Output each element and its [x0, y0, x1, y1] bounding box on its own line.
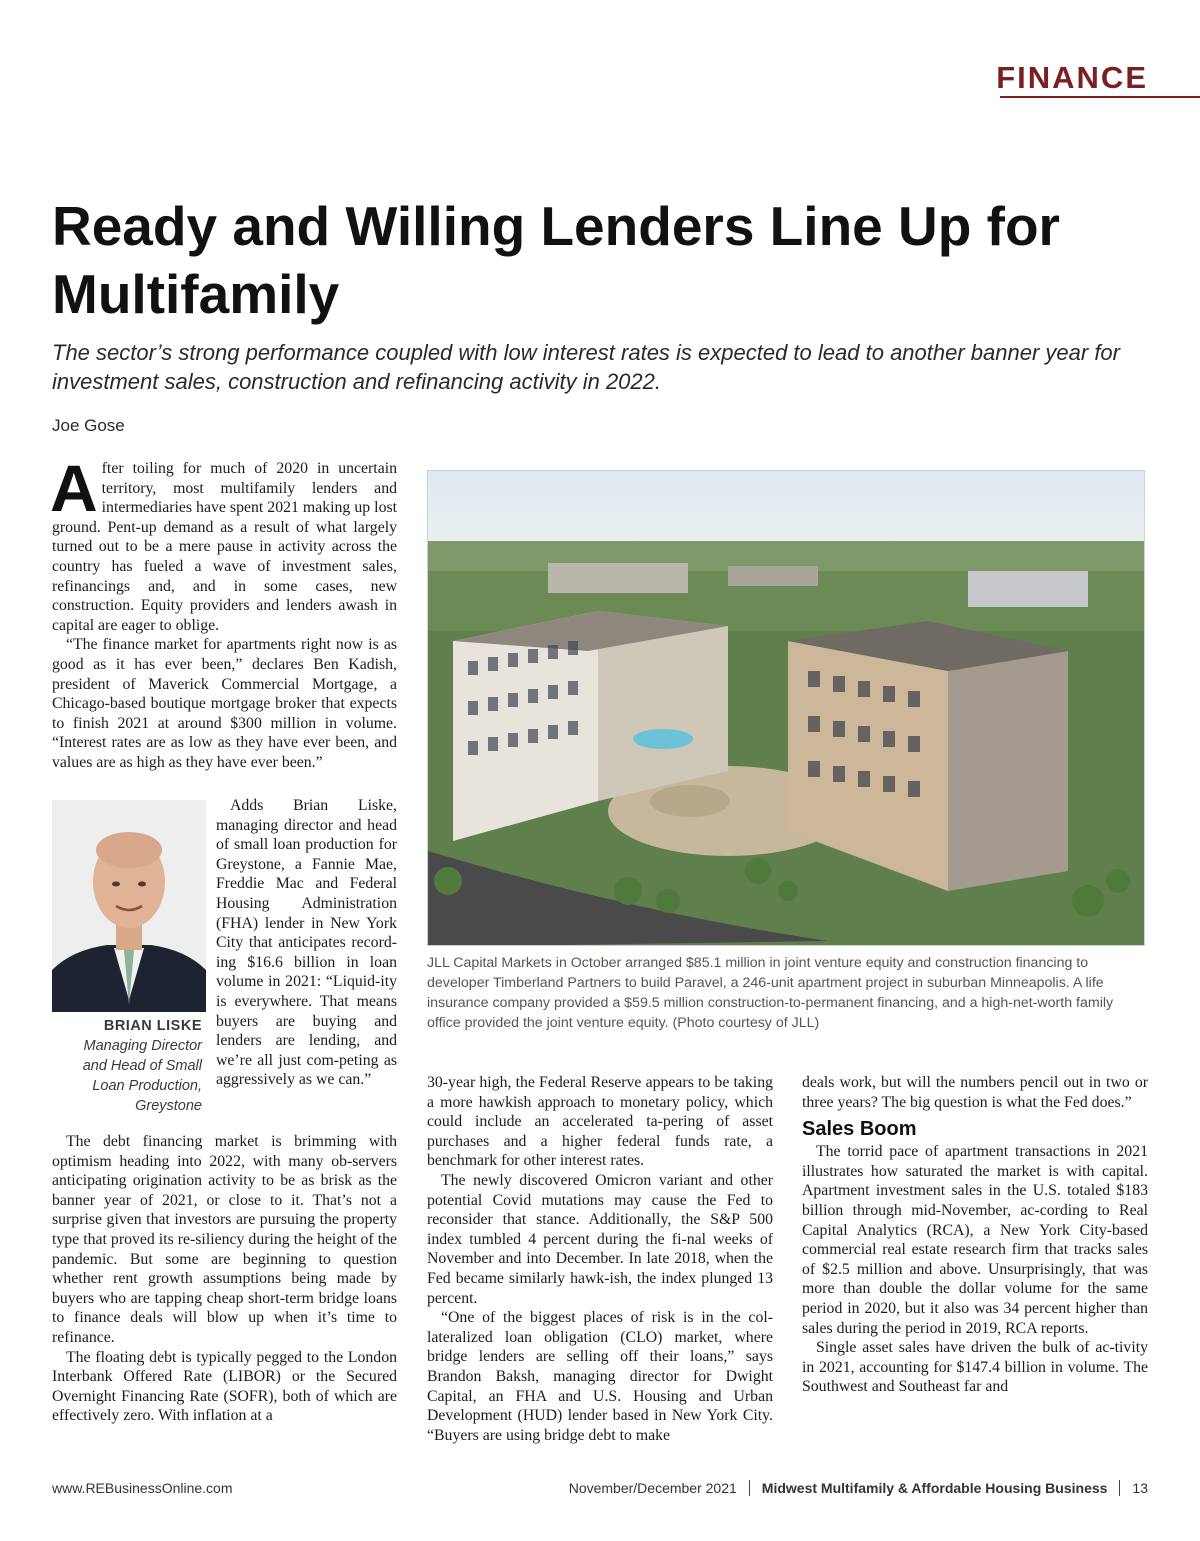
- drop-cap: A: [50, 451, 98, 525]
- byline: Joe Gose: [52, 416, 125, 435]
- section-rule: [1000, 96, 1200, 98]
- footer-issue: November/December 2021: [568, 1480, 737, 1496]
- section-label: FINANCE: [996, 60, 1148, 95]
- column-3: [802, 1073, 1148, 1397]
- page-footer: [52, 1476, 1148, 1500]
- article-paragraph: The floating debt is typically pegged to the London Interbank Offered Rate (LIBOR) or the Secured Overnight Financing Rate (SOFR), both of which are effectively zero. With inflation at a: [52, 1348, 397, 1425]
- page-number: 13: [1132, 1480, 1148, 1496]
- photo-caption: JLL Capital Markets in October arranged $85.1 million in joint venture equity and construction financing to developer Timberland Partners to build Paravel, a 246-unit apartment project in suburban Minneapolis. A life insurance company provided a $59.5 million construction-to-permanent financing, and a high-net-worth family office provided the joint venture equity. (Photo courtesy of JLL): [427, 955, 1114, 1031]
- footer-url[interactable]: www.REBusinessOnline.com: [52, 1480, 233, 1496]
- article-paragraph: 30-year high, the Federal Reserve appears to be taking a more hawkish approach to monetary policy, which could include an accelerated ta-pering of asset purchases and a higher federal funds rate, a benchmark for other interest rates.: [427, 1074, 773, 1170]
- headshot-name: BRIAN LISKE: [103, 1018, 202, 1034]
- article-headline: Ready and Willing Lenders Line Up for Multifamily: [52, 195, 1060, 325]
- headshot-title-line: Loan Production,: [92, 1078, 202, 1094]
- column-1-beside-photo: [216, 796, 397, 1090]
- article-paragraph: deals work, but will the numbers pencil out in two or three years? The big question is what the Fed does.”: [802, 1074, 1148, 1111]
- footer-divider: [749, 1480, 750, 1496]
- article-paragraph: After toiling for much of 2020 in uncertain territory, most multifamily lenders and intermediaries have spent 2021 making up lost ground. Pent-up demand as a result of what largely turned out to be a mere pause in activity across the country has fueled a wave of investment sales, refinancings and, and in some cases, new construction. Equity providers and lenders awash in capital are eager to oblige.: [50, 451, 397, 634]
- headshot-title-line: Managing Director: [83, 1038, 202, 1054]
- headshot-title-line: Greystone: [135, 1098, 202, 1114]
- article-paragraph: “The finance market for apartments right now is as good as it has ever been,” declares Ben Kadish, president of Maverick Commercial Mortgage, a Chicago-based boutique mortgage broker that expects to finish 2021 at around $300 million in volume. “Interest rates are as low as they have ever been, and values are as high as they have ever been.”: [52, 636, 397, 771]
- article-paragraph: “One of the biggest places of risk is in the col-lateralized loan obligation (CLO) market, where bridge lenders are selling off their loans,” says Brandon Baksh, managing director for Dwight Capital, an FHA and U.S. Housing and Urban Development (HUD) lender based in New York City. “Buyers are using bridge debt to make: [427, 1309, 773, 1444]
- headshot-title-line: and Head of Small: [82, 1058, 202, 1074]
- apartment-rendering-photo: [427, 470, 1145, 946]
- headshot-caption: [52, 1016, 202, 1116]
- column-1-bottom: [52, 1132, 397, 1426]
- footer-publication: Midwest Multifamily & Affordable Housing Business: [761, 1480, 1108, 1496]
- column-1-top: [50, 451, 397, 773]
- footer-divider: [1119, 1480, 1120, 1496]
- footer-issue-info: [569, 1480, 1148, 1496]
- subheading: Sales Boom: [802, 1118, 917, 1141]
- article-deck: The sector’s strong performance coupled with low interest rates is expected to lead to another banner year for investment sales, construction and refinancing activity in 2022.: [52, 340, 1120, 394]
- article-paragraph: The debt financing market is brimming with optimism heading into 2022, with many ob-servers anticipating origination activity to be as brisk as the banner year of 2021, or close to it. That’s not a surprise given that investors are pursuing the property type that proved its re-siliency during the height of the pandemic. But some are beginning to question whether rent growth assumptions being made by buyers who are tapping cheap short-term bridge loans to finance deals will blow up when it’s time to refinance.: [52, 1133, 397, 1346]
- article-paragraph: The newly discovered Omicron variant and other potential Covid mutations may cause the Fed to reconsider that stance. Additionally, the S&P 500 index tumbled 4 percent during the fi-nal weeks of November and into December. In late 2018, when the Fed became similarly hawk-ish, the index plunged 13 percent.: [427, 1171, 773, 1307]
- article-paragraph: Single asset sales have driven the bulk of ac-tivity in 2021, accounting for $147.4 billion in volume. The Southwest and Southeast far and: [802, 1339, 1148, 1396]
- column-2: [427, 1073, 773, 1445]
- headshot-photo: [52, 800, 206, 1012]
- article-paragraph: The torrid pace of apartment transactions in 2021 illustrates how saturated the market is with capital. Apartment investment sales in the U.S. totaled $183 billion through mid-November, ac-cording to Real Capital Analytics (RCA), a New York City-based commercial real estate research firm that tracks sales of $2.5 million and above. Unsurprisingly, that was more than double the dollar volume for the same period in 2020, but it also was 34 percent higher than sales during the period in 2019, RCA reports.: [802, 1143, 1148, 1337]
- article-paragraph: Adds Brian Liske, managing director and head of small loan production for Greystone, a Fannie Mae, Freddie Mac and Federal Housing Administration (FHA) lender in New York City that anticipates record-ing $16.6 billion in loan volume in 2021: “Liquid-ity is everywhere. That means buyers are buying and lenders are lending, and we’re all just com-peting as aggressively as we can.”: [216, 797, 397, 1089]
